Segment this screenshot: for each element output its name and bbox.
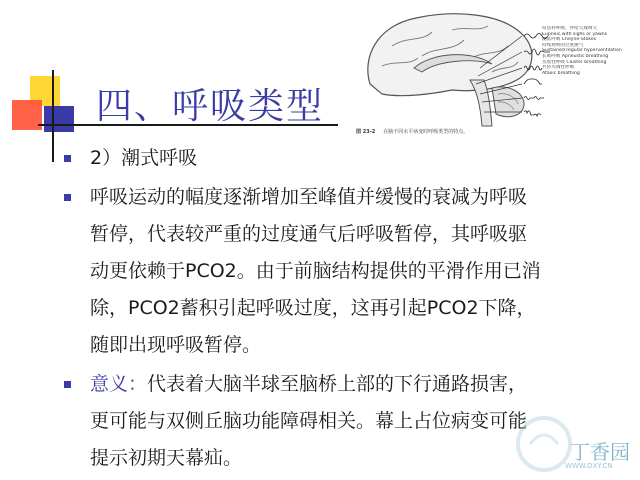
bullet-line: 2）潮式呼吸	[90, 147, 198, 169]
legend-line: Sustained regular hyperventilation	[542, 48, 622, 54]
legend-line: 丛集性呼吸 Cluster breathing	[542, 59, 607, 65]
caption-number: 图 23-2	[356, 129, 376, 135]
legend-line: 长吸呼吸 Apneustic breathing	[542, 53, 609, 59]
watermark-url: WWW.DXY.CN	[565, 462, 613, 470]
bullet-line: 更可能与双侧丘脑功能障碍相关。幕上占位病变可能	[90, 410, 528, 432]
figure-caption	[356, 128, 468, 135]
bullet-marker	[64, 155, 71, 162]
bullet-item	[60, 140, 600, 177]
slide-title: 四、呼吸类型	[96, 86, 325, 127]
bullet-line-text: 代表着大脑半球至脑桥上部的下行通路损害，	[147, 373, 528, 395]
figure-legend	[542, 26, 634, 76]
caption-text: 在脑不同水平病变时呼吸类型的特点。	[383, 129, 469, 135]
legend-line: Eupneic,with sighs or yawns	[542, 31, 608, 37]
decorative-squares	[8, 70, 88, 150]
legend-line: 潮式呼吸 Cheyne-Stokes	[542, 37, 597, 43]
bullet-line: 动更依赖于PCO2。由于前脑结构提供的平滑作用已消	[90, 260, 541, 282]
vertical-rule	[52, 70, 54, 162]
bullet-line: 暂停，代表较严重的过度通气后呼吸暂停，其呼吸驱	[90, 223, 528, 245]
blue-square	[44, 106, 74, 132]
bullet-item	[60, 179, 600, 364]
bullet-line: 随即出现呼吸暂停。	[90, 334, 262, 356]
bullet-line: 呼吸运动的幅度逐渐增加至峰值并缓慢的衰减为呼吸	[90, 186, 528, 208]
watermark-text: 丁香园	[570, 440, 630, 464]
legend-line: Ataxic breathing	[542, 70, 580, 76]
significance-label: 意义：	[90, 373, 148, 395]
bullet-line: 提示初期天幕疝。	[90, 447, 243, 469]
brain-figure	[352, 6, 634, 140]
bullet-line: 除，PCO2蓄积引起呼吸过度，这再引起PCO2下降，	[90, 297, 536, 319]
bullet-marker	[64, 381, 71, 388]
legend-line: 持续规则的过度换气	[542, 42, 584, 48]
bullet-line	[90, 366, 600, 403]
bullet-marker	[64, 194, 71, 201]
legend-line: 共济失调性呼吸	[542, 65, 575, 71]
legend-line: 叹息样呼吸，伴哈欠或呵欠	[542, 26, 598, 31]
